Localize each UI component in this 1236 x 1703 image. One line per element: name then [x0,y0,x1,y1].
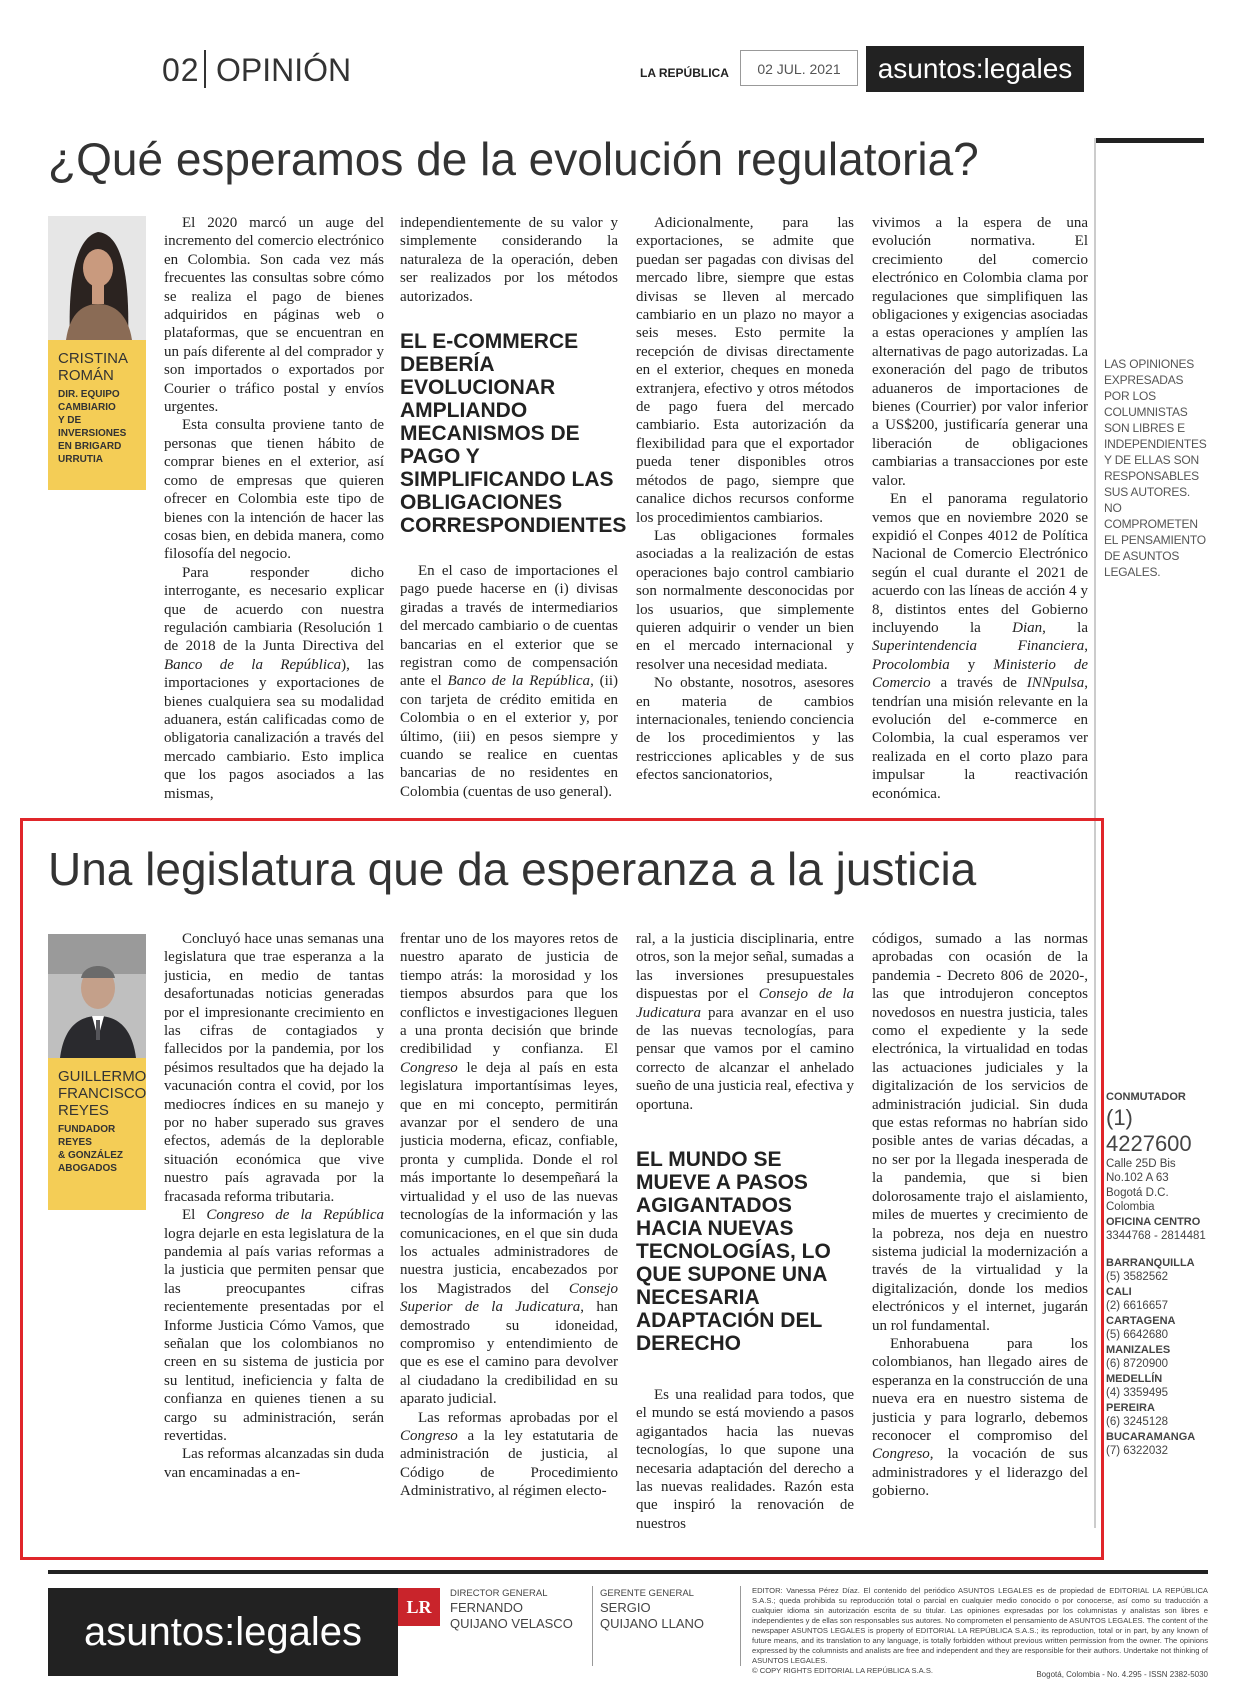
paragraph: Concluyó hace unas semanas una legislatura que trae esperanza a la justicia, en medio de tantas desafortunadas noticias generadas por el impresionante crecimiento en las cifras de contagiados y fallecidos por la pandemia, por los pésimos resultados que ha dejado la vacunación contra el covid, por los mediocres índices en su manejo y por no haber superado sus graves efectos, además de la deplorable situación económica que vive nuestro país agravada por la fracasada reforma tributaria. [164,931,384,1205]
director-name-line2: QUIJANO VELASCO [450,1616,573,1631]
author2-role-line3: ABOGADOS [58,1163,117,1174]
article1-column-4 [872,214,1088,816]
director-credit [450,1588,590,1632]
author1-name-line2: ROMÁN [58,367,114,384]
brand-logo-top: asuntos:legales [866,46,1084,92]
author2-name-line2: FRANCISCO [58,1085,147,1102]
paragraph: códigos, sumado a las normas aprobadas con ocasión de la pandemia - Decreto 806 de 2020-, las que introdujeron conceptos novedosos en nuestra justicia, tales como el expediente y la sede electrónica, la virtualidad en todas las actuaciones judiciales y la digitalización de los servicios de administración judicial. Sin duda que estas reformas no habrían sido posible antes de varias décadas, a no ser por la llegada inesperada de la pandemia, que si bien dolorosamente trajo el aislamiento, miles de muertes y crecimiento de la pobreza, nos deja en nuestro sistema judicial la modernización a través de la virtualidad y la digitalización, donde los medios electrónicos y el internet, jugarán un rol fundamental. [872,931,1088,1334]
publisher-name: LA REPÚBLICA [640,66,729,80]
author2-name-line3: REYES [58,1102,109,1119]
article1-headline: ¿Qué esperamos de la evolución regulatoria? [48,133,979,185]
address-line: Bogotá D.C. [1106,1186,1169,1199]
author2-role-line2: & GONZÁLEZ [58,1150,123,1161]
manager-role: GERENTE GENERAL [600,1588,694,1599]
city-name: MANIZALES [1106,1343,1171,1356]
paragraph: Es una realidad para todos, que el mundo se está moviendo a pasos agigantados hacia las nuevas tecnologías, lo que supone una necesaria adaptación del derecho a las nuevas realidades. Razón esta que inspiró la renovación de nuestros [636,1387,854,1532]
city-name: MEDELLÍN [1106,1372,1163,1385]
paragraph: Enhorabuena para los colombianos, han llegado aires de esperanza en la construcción de una nueva era en nuestro sistema de justicia y para lograrlo, debemos reconocer el compromiso del Congreso, la vocación de sus administradores y el liderazgo del gobierno. [872,1335,1088,1500]
legal-notice [752,1586,1208,1676]
city-phone: (6) 3245128 [1106,1416,1169,1428]
address-line: Calle 25D Bis [1106,1157,1176,1170]
paragraph: Para responder dicho interrogante, es necesario explicar que de acuerdo con nuestra regulación cambiaria (Resolución 1 de 2018 de la Junta Directiva del Banco de la República), las importaciones y exportaciones de bienes cualquiera sea su modalidad aduanera, están calificadas como de obligatoria canalización a través del mercado cambiario. Esto implica que los pagos asociados a las mismas, [164,564,384,802]
paragraph: vivimos a la espera de una evolución normativa. El crecimiento del comercio electrónico en Colombia clama por regulaciones que simplifiquen las obligaciones y exigencias asociadas a estas operaciones y amplíen las alternativas de pago autorizadas. La exoneración del pago de tributos aduaneros de importaciones de bienes (Courrier) por valor inferior a US$200, justificaría generar una liberación de obligaciones cambiarias a transacciones por este valor. [872,215,1088,489]
article2-column-1 [164,930,384,1542]
contact-block [1106,1090,1218,1459]
paragraph: Las reformas aprobadas por el Congreso a la ley estatutaria de administración de justicia, al Código de Procedimiento Administrativo, al régimen electo- [400,1409,618,1500]
paragraph: Adicionalmente, para las exportaciones, se admite que puedan ser pagadas con divisas del mercado libre, siempre que estas divisas se lleven al mercado cambiario en un plazo no mayor a seis meses. Esto permite la recepción de divisas directamente en el exterior, cheques en moneda extranjera, efectivo y otros métodos de pago fuera del mercado cambiario. Esta autorización da flexibilidad para que el exportador pueda tener disponibles otros métodos de pago, siempre que canalice dichos recursos conforme los procedimientos cambiarios. [636,215,854,526]
paragraph: ral, a la justicia disciplinaria, entre otros, son la mejor señal, sumadas a las inversiones presupuestales dispuestas por el Consejo de la Judicatura para avanzar en el uso de las nuevas tecnologías, para pensar que vamos por el camino correcto de alcanzar el anhelado sueño de una justicia real, efectiva y oportuna. [636,931,854,1113]
city-name: BUCARAMANGA [1106,1430,1196,1443]
article2-column-3b [636,1386,854,1542]
city-phone: (2) 6616657 [1106,1300,1169,1312]
director-name-line1: FERNANDO [450,1600,523,1615]
author1-name-line1: CRISTINA [58,350,129,367]
author2-name-line1: GUILLERMO [58,1068,147,1085]
address-line: Colombia [1106,1201,1155,1213]
paragraph: Las obligaciones formales asociadas a la realización de estas operaciones bajo control cambiario son normalmente desconocidas por los usuarios, que simplemente quieren adquirir o vender un bien en el mercado internacional y resolver una necesidad mediata. [636,527,854,673]
paragraph: No obstante, nosotros, asesores en materia de cambios internacionales, teniendo conciencia de los procedimientos y las restricciones aplicables y de sus efectos sancionatorios, [636,675,854,784]
city-phone: (5) 6642680 [1106,1329,1169,1341]
author1-portrait-icon [48,216,146,340]
brand-logo-bottom: asuntos:legales [48,1588,398,1676]
author1-role-line4: EN BRIGARD [58,441,122,452]
issue-id: Bogotá, Colombia - No. 4.295 - ISSN 2382-5030 [1036,1670,1208,1679]
footer-divider [740,1586,741,1666]
paragraph: Las reformas alcanzadas sin duda van encaminadas a en- [164,1446,384,1481]
paragraph: frentar uno de los mayores retos de nuestro aparato de justicia de tiempo atrás: la morosidad y los tiempos absurdos para que los conflictos e investigaciones lleguen a una pronta decisión que brinde credibilidad y confianza. El Congreso le deja al país en esta legislatura importantísimas leyes, que en mi concepto, permitirán avanzar por el sendero de una justicia moderna, eficaz, confiable, pronta y cumplida. Donde el rol más importante lo desempeñará la virtualidad y el uso de las nuevas tecnologías de la información y las comunicaciones, en el que sin duda los actuales administradores de nuestra justicia, encabezados por los Magistrados del Consejo Superior de la Judicatura, han demostrado su idoneidad, compromiso y entendimiento de que es ese el camino para devolver al ciudadano la credibilidad en su aparato judicial. [400,931,618,1408]
city-name: PEREIRA [1106,1401,1155,1414]
author1-role-line2: CAMBIARIO [58,402,116,413]
footer-divider [592,1586,593,1666]
section-name: OPINIÓN [216,52,352,88]
conmutador-label: CONMUTADOR [1106,1091,1186,1103]
author1-role-line5: URRUTIA [58,454,103,465]
city-phone: (4) 3359495 [1106,1387,1169,1399]
city-phone: (7) 6322032 [1106,1445,1169,1457]
article2-pullquote: EL MUNDO SE MUEVE A PASOS AGIGANTADOS HACIA NUEVAS TECNOLOGÍAS, LO QUE SUPONE UNA NECESARIA ADAPTACIÓN DEL DERECHO [636,1148,831,1355]
city-phone: (6) 8720900 [1106,1358,1169,1370]
city-name: CARTAGENA [1106,1314,1176,1327]
issue-date: 02 JUL. 2021 [740,50,858,86]
conmutador-phone: (1) 4227600 [1106,1104,1192,1156]
article1-column-1 [164,214,384,816]
author2-box [48,1058,146,1210]
author1-box [48,340,146,490]
director-role: DIRECTOR GENERAL [450,1588,548,1599]
city-phone: (5) 3582562 [1106,1271,1169,1283]
manager-name-line1: SERGIO [600,1600,651,1615]
section-number: 02 [162,52,200,88]
city-name: CALI [1106,1285,1132,1298]
sidebar-top-rule [1094,138,1204,143]
article1-column-2a [400,214,618,304]
manager-name-line2: QUIJANO LLANO [600,1616,705,1631]
paragraph: En el caso de importaciones el pago puede hacerse en (i) divisas giradas a través de intermediarios del mercado cambiario o de cuentas bancarias en el exterior que se registran como de compensación ante el Banco de la República, (ii) con tarjeta de crédito emitida en Colombia o en el exterior y, por último, (iii) en pesos siempre y cuando se realice en cuentas bancarias de no residentes en Colombia (cuentas de uso general). [400,563,618,800]
article2-headline: Una legislatura que da esperanza a la justicia [48,843,977,895]
author2-portrait-icon [48,934,146,1058]
opinion-disclaimer: LAS OPINIONES EXPRESADAS POR LOS COLUMNISTAS SON LIBRES E INDEPENDIENTES Y DE ELLAS SON RESPONSABLES SUS AUTORES. NO COMPROMETEN EL PENSAMIENTO DE ASUNTOS LEGALES. [1104,357,1207,579]
article1-pullquote: EL E-COMMERCE DEBERÍA EVOLUCIONAR AMPLIANDO MECANISMOS DE PAGO Y SIMPLIFICANDO LAS OBLIGACIONES CORRESPONDIENTES [400,330,627,537]
footer-rule [48,1570,1208,1574]
city-name: BARRANQUILLA [1106,1256,1195,1269]
article2-column-4 [872,930,1088,1542]
article1-column-3 [636,214,854,816]
legal-text: EDITOR: Vanessa Pérez Díaz. El contenido del periódico ASUNTOS LEGALES es de propiedad de EDITORIAL LA REPÚBLICA S.A.S.; queda prohibida su reproducción total o parcial en cualquier medio conocido o por conocerse, así como su traducción a cualquier idioma sin autorización escrita de su titular. Las opiniones expresadas por los columnistas y analistas son libres e independientes y de ellas son responsables sus autores. No comprometen el pensamiento de ASUNTOS LEGALES. The content of the newspaper ASUNTOS LEGALES is property of EDITORIAL LA REPÚBLICA S.A.S.; its reproduction, total or in part, by any known of future means, and its translation to any language, is totally forbidden without previous written permission from the owner. The opinions expressed by the columnists and analists are free and independent and they are responsible for their authors. Undertake not thinking of ASUNTOS LEGALES. [752,1586,1208,1665]
article2-column-2 [400,930,618,1542]
author2-photo [48,934,146,1058]
paragraph: independientemente de su valor y simplemente considerando la naturaleza de la operación, deben ser realizados por los métodos autorizados. [400,215,618,304]
author1-role-line3: Y DE INVERSIONES [58,415,127,439]
paragraph: Esta consulta proviene tanto de personas que tienen hábito de comprar bienes en el exterior, así como de empresas que quieren ofrecer en Colombia este tipo de bienes con la intención de hacer las cosas bien, en debida manera, como filosofía del negocio. [164,417,384,563]
address-line: No.102 A 63 [1106,1172,1169,1184]
lr-logo-icon: LR [398,1588,440,1626]
copyright: © COPY RIGHTS EDITORIAL LA REPÚBLICA S.A.S. [752,1666,934,1675]
oficina-label: OFICINA CENTRO [1106,1215,1201,1228]
author2-role-line1: FUNDADOR REYES [58,1124,116,1148]
author1-role-line1: DIR. EQUIPO [58,389,120,400]
paragraph: El 2020 marcó un auge del incremento del comercio electrónico en Colombia. Son cada vez más frecuentes las consultas sobre cómo se realiza el pago de bienes adquiridos en páginas web o plataformas, que se encuentran en un país diferente al del comprador y son importados o exportados por Courier o tráfico postal y envíos urgentes. [164,215,384,416]
section-divider [204,50,206,88]
manager-credit [600,1588,740,1632]
article1-column-2b [400,562,618,816]
article2-column-3a [636,930,854,1130]
oficina-phone: 3344768 - 2814481 [1106,1230,1206,1242]
paragraph: El Congreso de la República logra dejarle en esta legislatura de la pandemia al país varias reformas a la justicia que permiten pensar que las preocupantes cifras recientemente presentadas por el Informe Justicia Cómo Vamos, que señalan que los colombianos no creen en su sistema de justicia por su lentitud, ineficiencia y falta de confianza en quienes tienen a su cargo su administración, serán revertidas. [164,1207,384,1444]
paragraph: En el panorama regulatorio vemos que en noviembre 2020 se expidió el Conpes 4012 de Política Nacional de Comercio Electrónico según el cual durante el 2021 de acuerdo con las líneas de acción 4 y 8, distintos entes del Gobierno incluyendo la Dian, la Superintendencia Financiera, Procolombia y Ministerio de Comercio a través de INNpulsa, tendrían una misión relevante en la evolución del e-commerce en Colombia, la cual esperamos ver realizada en el corto plazo para impulsar la reactivación económica. [872,491,1088,802]
author1-photo [48,216,146,340]
